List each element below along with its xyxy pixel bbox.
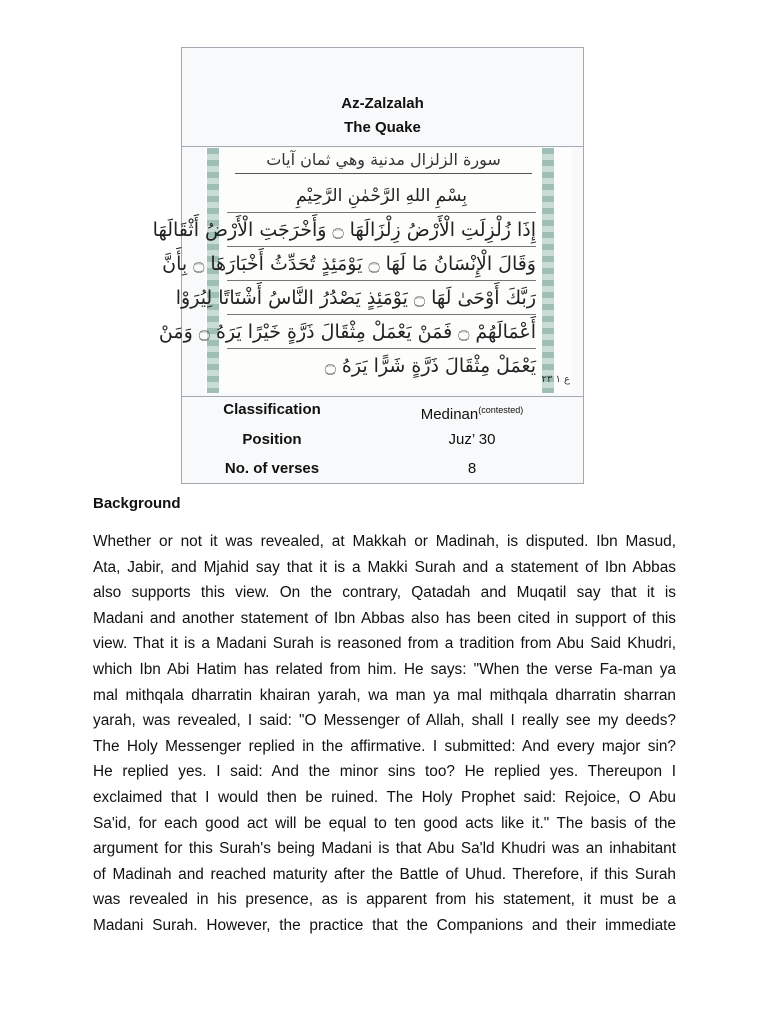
- text-line: exclaimed that I would then be ruined. The Holy Prophet said: Rejoice, O Abu: [93, 788, 676, 806]
- row-value: Juz’ 30: [448, 431, 496, 448]
- text-line: of Madinah and reached maturity after the Battle of Uhud. Therefore, if this Surah: [93, 865, 676, 883]
- text-line: He replied yes. I said: And the minor sins too? He replied yes. Thereupon I: [93, 763, 676, 781]
- text-line: argument for this Surah's being Madani is that Abu Sa'ld Khudri was an inhabitant: [93, 840, 676, 858]
- row-value: 8: [467, 460, 477, 477]
- arabic-line: أَعْمَالَهُمْ ۝ فَمَنْ يَعْمَلْ مِثْقَالَ ذَرَّةٍ خَيْرًا يَرَهُ ۝ وَمَنْ: [227, 316, 536, 349]
- contested-note: (contested): [478, 405, 524, 415]
- text-line: yarah, was revealed, I said: "O Messenger of Allah, shall I really see my deeds?: [93, 712, 676, 730]
- background-paragraph: [93, 529, 676, 939]
- surah-text-image: [152, 148, 572, 393]
- text-line: Sa'id, for each good act will be equal to ten good acts like it." The basis of the: [93, 814, 676, 832]
- infobox-row-position: [182, 425, 583, 455]
- surah-translation: The Quake: [344, 119, 421, 136]
- arabic-line: بِسْمِ اللهِ الرَّحْمٰنِ الرَّحِيْمِ: [227, 180, 536, 213]
- infobox-row-verses: [182, 454, 583, 484]
- surah-infobox: [152, 47, 584, 484]
- arabic-line: وَقَالَ الْإِنْسَانُ مَا لَهَا ۝ يَوْمَئِذٍ تُحَدِّثُ أَخْبَارَهَا ۝ بِأَنَّ: [227, 248, 536, 281]
- text-line: also supports this view. On the contrary, Qatadah and Muqatil say that it is: [93, 584, 676, 602]
- infobox-row-classification: [182, 395, 583, 425]
- row-label: Position: [242, 431, 302, 448]
- classification-value: Medinan: [420, 406, 479, 423]
- divider: [182, 146, 583, 147]
- text-line: Madani Surah. However, the practice that the Companions and their immediate: [93, 916, 676, 934]
- ornamental-border: [542, 148, 554, 393]
- arabic-line: يَعْمَلْ مِثْقَالَ ذَرَّةٍ شَرًّا يَرَهُ ۝: [324, 355, 536, 377]
- text-line: view. That it is a Madani Surah is reasoned from a tradition from Abu Said Khudri,: [93, 635, 676, 653]
- arabic-line: رَبَّكَ أَوْحَىٰ لَهَا ۝ يَوْمَئِذٍ يَصْدُرُ النَّاسُ أَشْتَاتًا لِيُرَوْا: [227, 282, 536, 315]
- text-line: which Ibn Abi Hatim has related from him. He says: "When the verse Fa-man ya: [93, 660, 676, 678]
- surah-heading-arabic: سورة الزلزال مدنية وهي ثمان آيات: [235, 150, 532, 174]
- text-line: mal mithqala dharratin khairan yarah, wa man ya mal mithqala dharratin sharran: [93, 686, 676, 704]
- text-line: Ata, Jabir, and Mjahid say that it is a Makki Surah and a statement of Ibn Abbas: [93, 558, 676, 576]
- text-line: Madani and another statement of Ibn Abbas also has been cited in support of this: [93, 609, 676, 627]
- section-heading: Background: [93, 495, 181, 512]
- ruku-mark: ع ١ ٢٣: [541, 374, 570, 385]
- surah-name: Az-Zalzalah: [341, 95, 424, 112]
- text-line: The Holy Messenger replied in the affirmative. I submitted: And every major sin?: [93, 737, 676, 755]
- arabic-line: إِذَا زُلْزِلَتِ الْأَرْضُ زِلْزَالَهَا ۝ وَأَخْرَجَتِ الْأَرْضُ أَثْقَالَهَا: [227, 214, 536, 247]
- text-line: was revealed in his presence, as is apparent from his statement, it must be a: [93, 891, 676, 909]
- row-label: No. of verses: [224, 460, 320, 477]
- row-label: Classification: [223, 401, 321, 418]
- infobox-title: [182, 92, 583, 140]
- text-line: Whether or not it was revealed, at Makkah or Madinah, is disputed. Ibn Masud,: [93, 533, 676, 550]
